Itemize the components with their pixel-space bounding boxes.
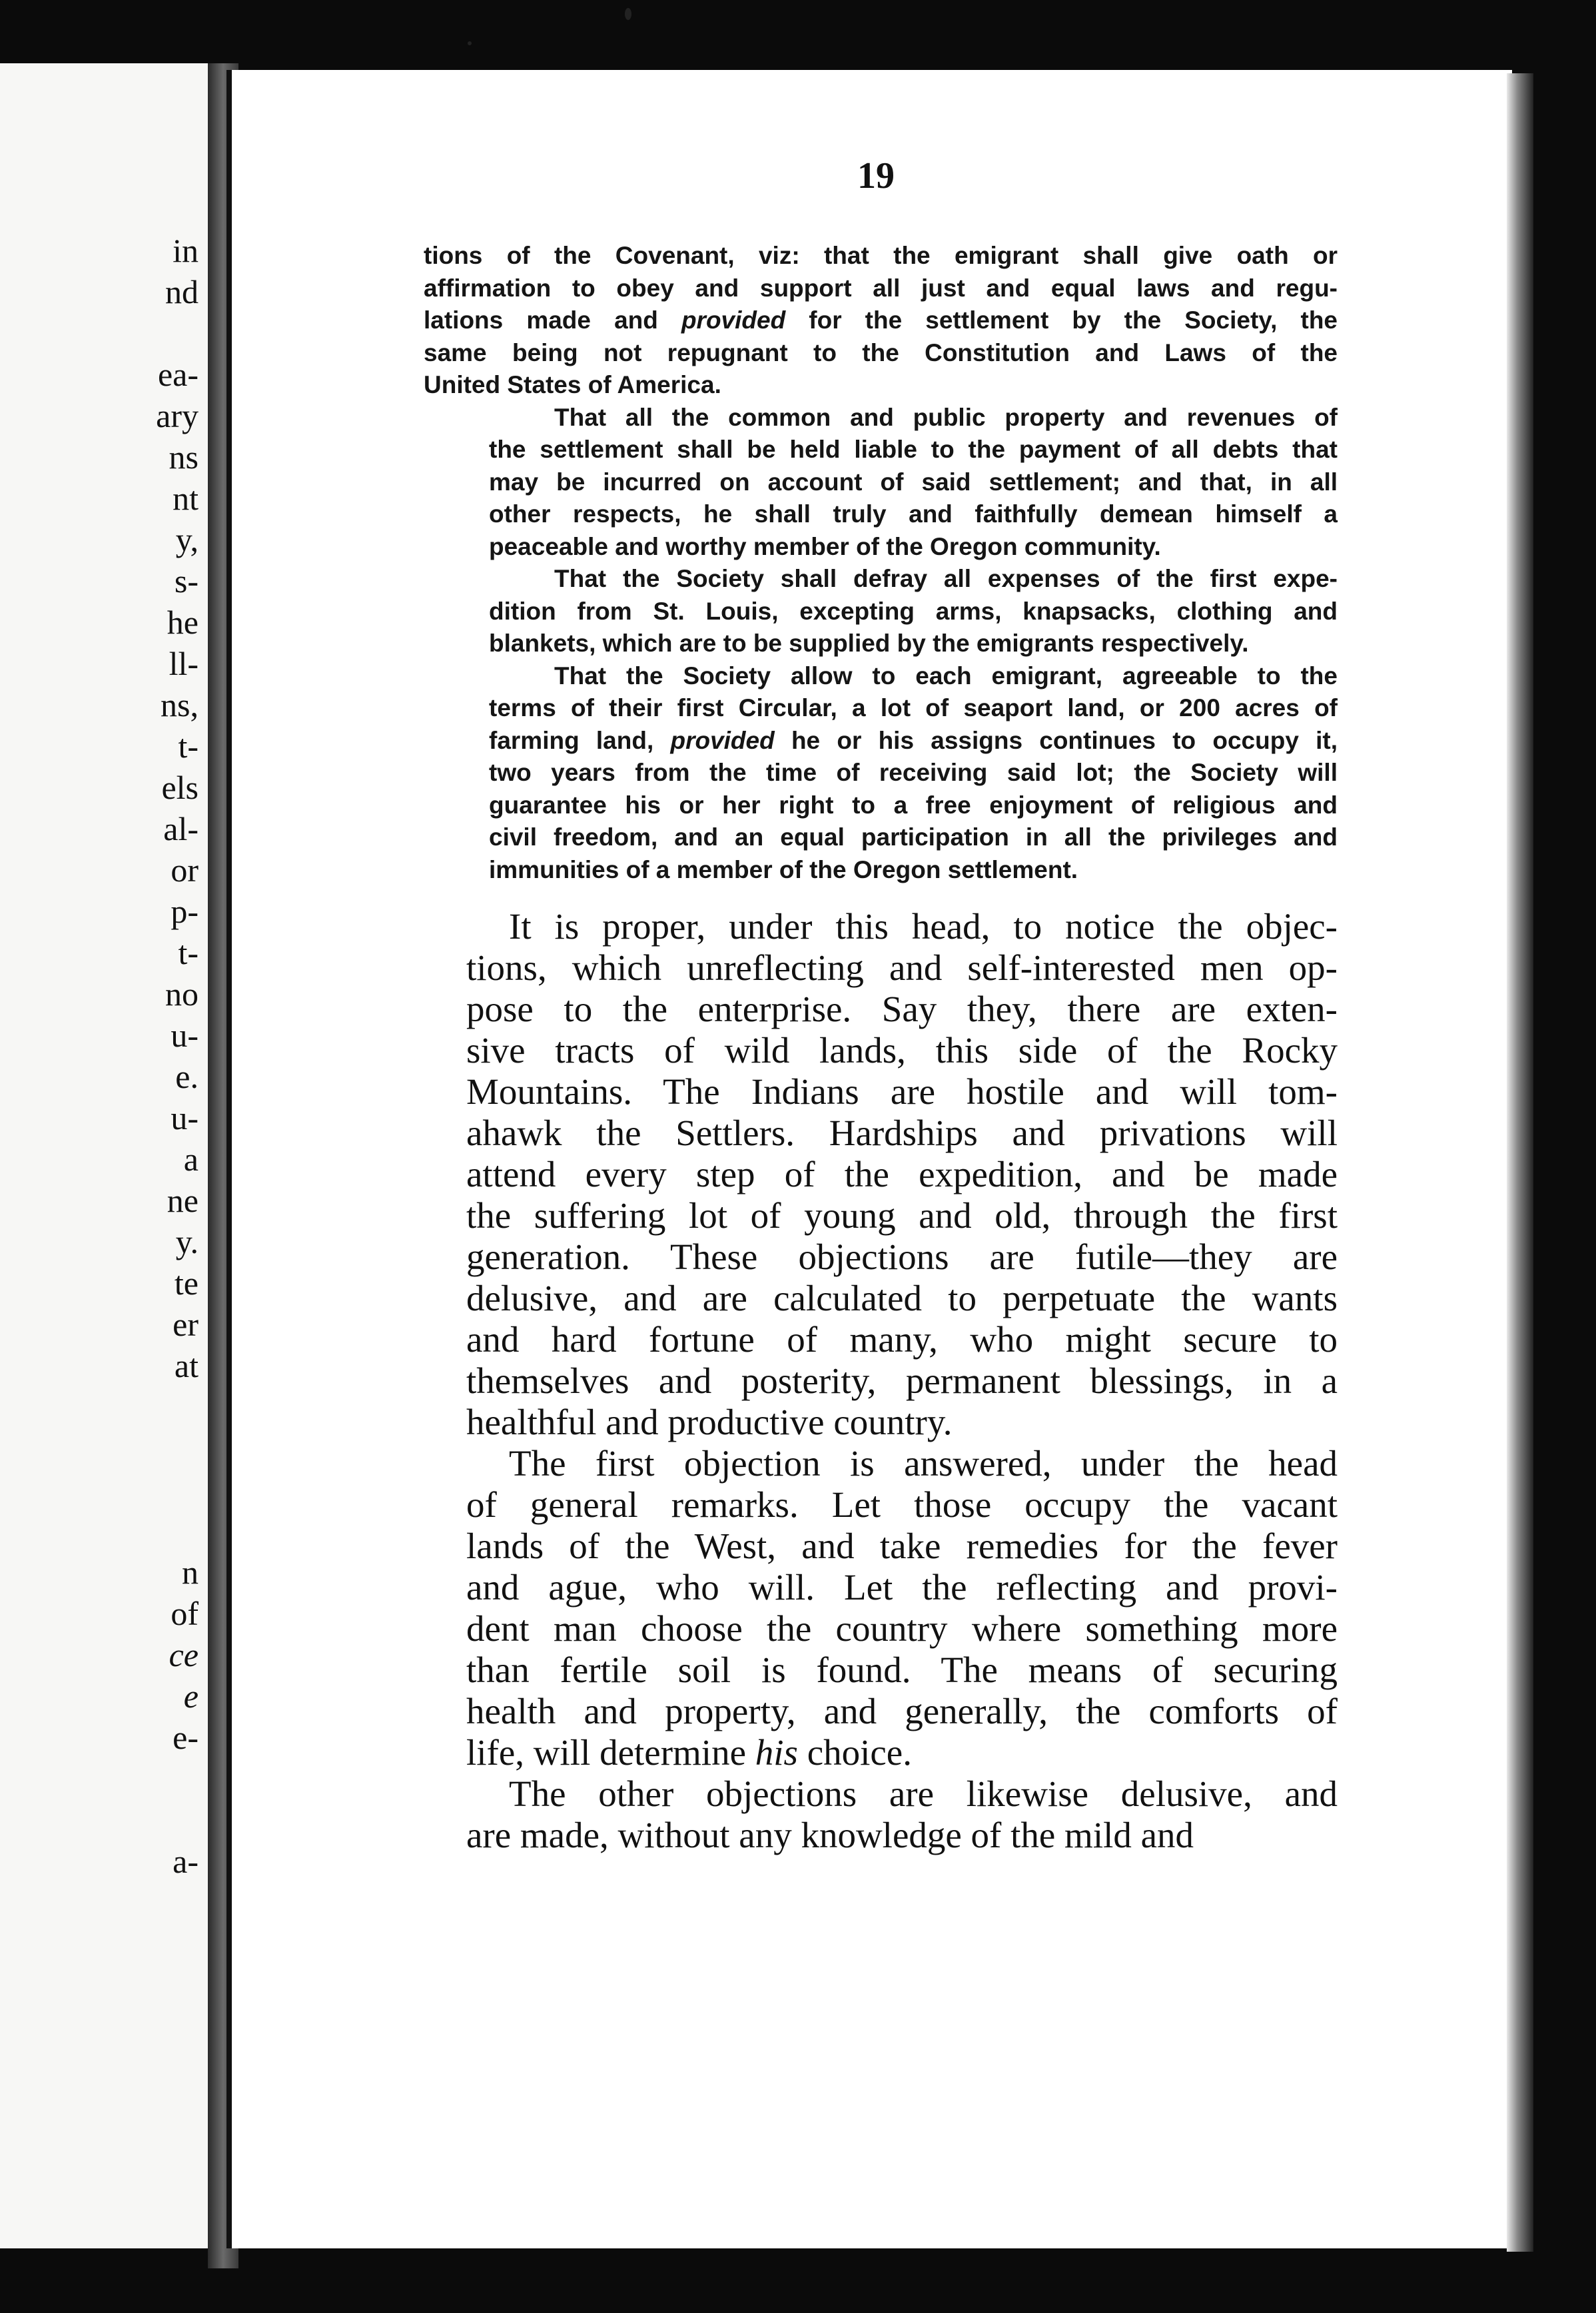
left-fragment: te <box>174 1264 199 1302</box>
left-fragment <box>0 1799 208 1841</box>
main-line: ahawk the Settlers. Hardships and privations will <box>466 1113 1338 1153</box>
left-fragment: ea- <box>157 356 199 393</box>
left-fragment: nd <box>165 273 199 310</box>
left-fragment <box>0 1386 208 1428</box>
left-fragment: or <box>171 851 199 889</box>
covenant-paragraph <box>424 660 1338 887</box>
covenant-paragraph <box>424 402 1338 564</box>
main-line: sive tracts of wild lands, this side of the Rocky <box>466 1030 1338 1071</box>
main-line: healthful and productive country. <box>466 1402 953 1442</box>
left-fragment: er <box>173 1306 199 1343</box>
left-fragment: els <box>161 769 199 806</box>
left-fragment: he <box>167 604 199 641</box>
left-fragment: p- <box>171 893 199 930</box>
covenant-block <box>424 240 1338 886</box>
left-fragment: e <box>183 1677 199 1715</box>
covenant-line: terms of their first Circular, a lot of seaport land, or 200 acres of <box>489 694 1338 721</box>
covenant-line: same being not repugnant to the Constitution and Laws of the <box>424 338 1338 366</box>
left-fragment <box>0 312 208 354</box>
covenant-line: That all the common and public property and revenues of <box>554 403 1338 431</box>
main-body-text <box>424 906 1338 1856</box>
main-paragraph <box>424 1443 1338 1773</box>
left-fragment <box>0 1428 208 1469</box>
scan-speck <box>625 8 631 20</box>
left-fragment: no <box>165 975 199 1013</box>
page-number: 19 <box>857 155 895 197</box>
left-fragment: u- <box>171 1099 199 1137</box>
covenant-line: civil freedom, and an equal participation in all the privileges and <box>489 823 1338 851</box>
covenant-line: That the Society allow to each emigrant, agreeable to the <box>554 662 1338 690</box>
left-fragment: ns, <box>161 686 199 723</box>
left-page-text-fragments <box>0 230 208 1882</box>
left-fragment: of <box>171 1595 199 1632</box>
covenant-line: may be incurred on account of said settlement; and that, in all <box>489 468 1338 496</box>
covenant-line: peaceable and worthy member of the Oregon community. <box>489 532 1161 560</box>
covenant-line: tions of the Covenant, viz: that the emigrant shall give oath or <box>424 242 1338 269</box>
covenant-line: other respects, he shall truly and faithfully demean himself a <box>489 500 1338 528</box>
left-fragment: e. <box>175 1058 199 1095</box>
left-fragment: a <box>183 1141 199 1178</box>
left-fragment: nt <box>173 480 199 517</box>
main-line: of general remarks. Let those occupy the vacant <box>466 1484 1338 1525</box>
main-line: attend every step of the expedition, and be made <box>466 1154 1338 1194</box>
covenant-paragraph <box>424 563 1338 660</box>
covenant-line: That the Society shall defray all expenses of the first expe- <box>554 565 1338 592</box>
covenant-paragraph <box>424 240 1338 402</box>
main-paragraph <box>424 906 1338 1443</box>
left-fragment: u- <box>171 1017 199 1054</box>
left-fragment: s- <box>174 562 199 600</box>
covenant-line: immunities of a member of the Oregon settlement. <box>489 855 1078 883</box>
left-fragment: ary <box>156 397 199 434</box>
main-line: dent man choose the country where something more <box>466 1608 1338 1649</box>
left-fragment: e- <box>173 1719 199 1756</box>
covenant-line: dition from St. Louis, excepting arms, knapsacks, clothing and <box>489 597 1338 625</box>
covenant-line: lations made and provided for the settlement by the Society, the <box>424 306 1338 334</box>
left-fragment: ne <box>167 1182 199 1219</box>
left-fragment: ll- <box>169 645 199 682</box>
left-fragment: in <box>173 232 199 269</box>
covenant-line: the settlement shall be held liable to the payment of all debts that <box>489 436 1338 463</box>
scan-speck <box>468 41 472 45</box>
main-line: delusive, and are calculated to perpetuate the wants <box>466 1278 1338 1318</box>
covenant-line: farming land, provided he or his assigns continues to occupy it, <box>489 726 1338 754</box>
main-line: The other objections are likewise delusive, and <box>509 1773 1338 1814</box>
left-fragment: n <box>182 1554 199 1591</box>
left-fragment <box>0 1758 208 1799</box>
main-line: life, will determine his choice. <box>466 1732 912 1773</box>
main-line: health and property, and generally, the comforts of <box>466 1691 1338 1731</box>
main-line: tions, which unreflecting and self-interested men op- <box>466 947 1338 988</box>
covenant-line: affirmation to obey and support all just and equal laws and regu- <box>424 274 1338 302</box>
covenant-line: guarantee his or her right to a free enjoyment of religious and <box>489 791 1338 819</box>
covenant-line: United States of America. <box>424 371 721 398</box>
left-fragment: a- <box>173 1843 199 1880</box>
left-facing-page <box>0 63 208 2248</box>
main-line: and hard fortune of many, who might secure to <box>466 1319 1338 1360</box>
main-paragraph <box>424 1773 1338 1856</box>
covenant-line: blankets, which are to be supplied by the emigrants respectively. <box>489 630 1249 657</box>
main-line: generation. These objections are futile—they are <box>466 1236 1338 1277</box>
main-line: than fertile soil is found. The means of securing <box>466 1649 1338 1690</box>
left-fragment <box>0 1469 208 1510</box>
main-line: lands of the West, and take remedies for the fever <box>466 1526 1338 1566</box>
main-line: pose to the enterprise. Say they, there are exten- <box>466 989 1338 1029</box>
main-line: Mountains. The Indians are hostile and will tom- <box>466 1071 1338 1112</box>
left-fragment: at <box>174 1347 199 1384</box>
main-line: the suffering lot of young and old, through the first <box>466 1195 1338 1236</box>
page-edge-shadow <box>1507 73 1533 2252</box>
left-fragment: y, <box>175 521 199 558</box>
covenant-line: two years from the time of receiving said lot; the Society will <box>489 759 1338 786</box>
left-fragment: ns <box>169 438 199 476</box>
main-line: are made, without any knowledge of the mild and <box>466 1815 1194 1855</box>
left-fragment <box>0 1510 208 1552</box>
main-line: It is proper, under this head, to notice the objec- <box>509 906 1338 947</box>
main-line: themselves and posterity, permanent blessings, in a <box>466 1360 1338 1401</box>
left-fragment: t- <box>178 934 199 971</box>
left-fragment: y. <box>175 1223 199 1260</box>
left-fragment: al- <box>163 810 199 847</box>
left-fragment: t- <box>178 727 199 765</box>
left-fragment: ce <box>169 1636 199 1673</box>
main-line: The first objection is answered, under the head <box>509 1443 1338 1484</box>
main-line: and ague, who will. Let the reflecting and provi- <box>466 1567 1338 1608</box>
